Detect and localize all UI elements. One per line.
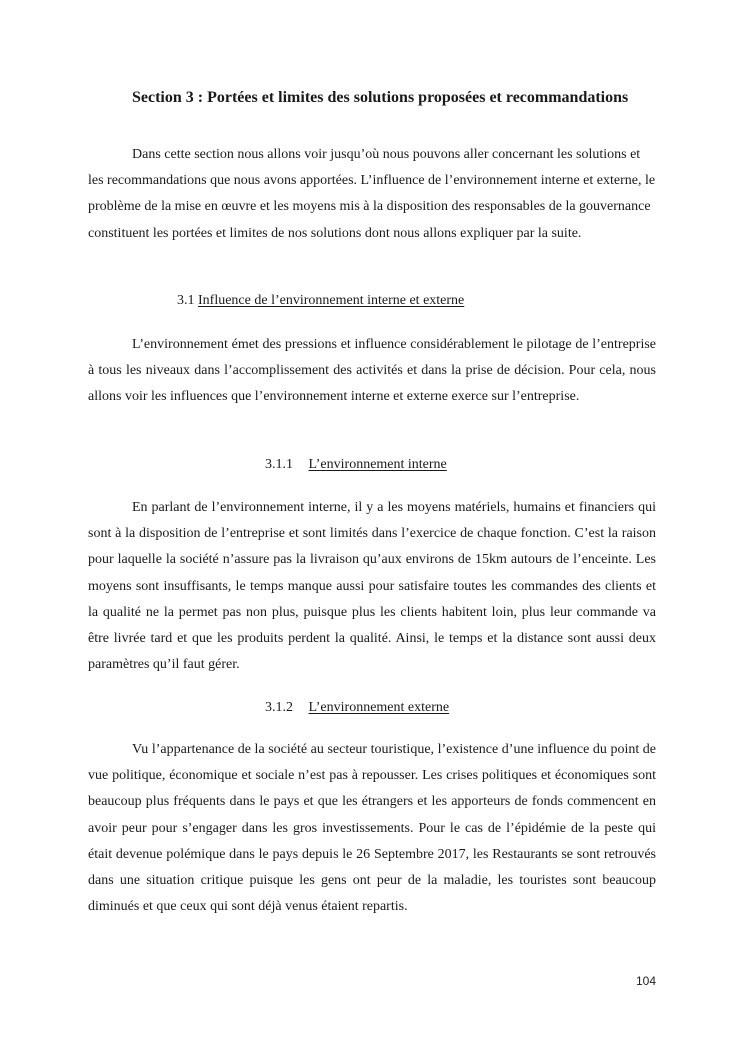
subsection-3-1-1-number: 3.1.1 [265, 457, 293, 472]
subsection-3-1-paragraph: L’environnement émet des pressions et influence considérablement le pilotage de l’entreprise à tous les niveaux dans l’accomplissement des activités et dans la prise de décision. Pour cela, nous allons voir les influences que l’environnement interne et externe exerce sur l’entreprise. [88, 337, 656, 405]
subsection-3-1-1-heading [265, 455, 447, 475]
subsection-3-1-2-paragraph: Vu l’appartenance de la société au secteur touristique, l’existence d’une influence du point de vue politique, économique et sociale n’est pas à repousser. Les crises politiques et économiques sont beaucoup plus fréquents dans le pays et que les étrangers et les apporteurs de fonds commencent en avoir peur pour s’engager dans les gros investissements. Pour le cas de l’épidémie de la peste qui était devenue polémique dans le pays depuis le 26 Septembre 2017, les Restaurants se sont retrouvés dans une situation critique puisque les gens ont peur de la maladie, les touristes sont beaucoup diminués et que ceux qui sont déjà venus étaient repartis. [88, 742, 656, 915]
intro-paragraph: Dans cette section nous allons voir jusqu’où nous pouvons aller concernant les solutions et les recommandations que nous avons apportées. L’influence de l’environnement interne et externe, le problème de la mise en œuvre et les moyens mis à la disposition des responsables de la gouvernance constituent les portées et limites de nos solutions dont nous allons expliquer par la suite. [88, 147, 656, 241]
subsection-3-1-number: 3.1 [177, 293, 195, 308]
subsection-3-1-heading [177, 291, 464, 311]
subsection-3-1-1-title: L’environnement interne [308, 457, 447, 472]
subsection-3-1-2-title: L’environnement externe [308, 700, 450, 715]
subsection-3-1-1-paragraph: En parlant de l’environnement interne, il y a les moyens matériels, humains et financiers qui sont à la disposition de l’entreprise et sont limités dans l’exercice de chaque fonction. C’est la raison pour laquelle la société n’assure pas la livraison qu’aux environs de 15km autours de l’enceinte. Les moyens sont insuffisants, le temps manque aussi pour satisfaire toutes les commandes des clients et la qualité ne la permet pas non plus, puisque plus les clients habitent loin, plus leur commande va être livrée tard et que les produits perdent la qualité. Ainsi, le temps et la distance sont aussi deux paramètres qu’il faut gérer. [88, 500, 656, 673]
subsection-3-1-2-number: 3.1.2 [265, 700, 293, 715]
section-title: Section 3 : Portées et limites des solutions proposées et recommandations [132, 89, 629, 106]
subsection-3-1-2-heading [265, 698, 449, 718]
subsection-3-1-title: Influence de l’environnement interne et externe [198, 293, 465, 308]
page-number: 104 [636, 974, 657, 988]
